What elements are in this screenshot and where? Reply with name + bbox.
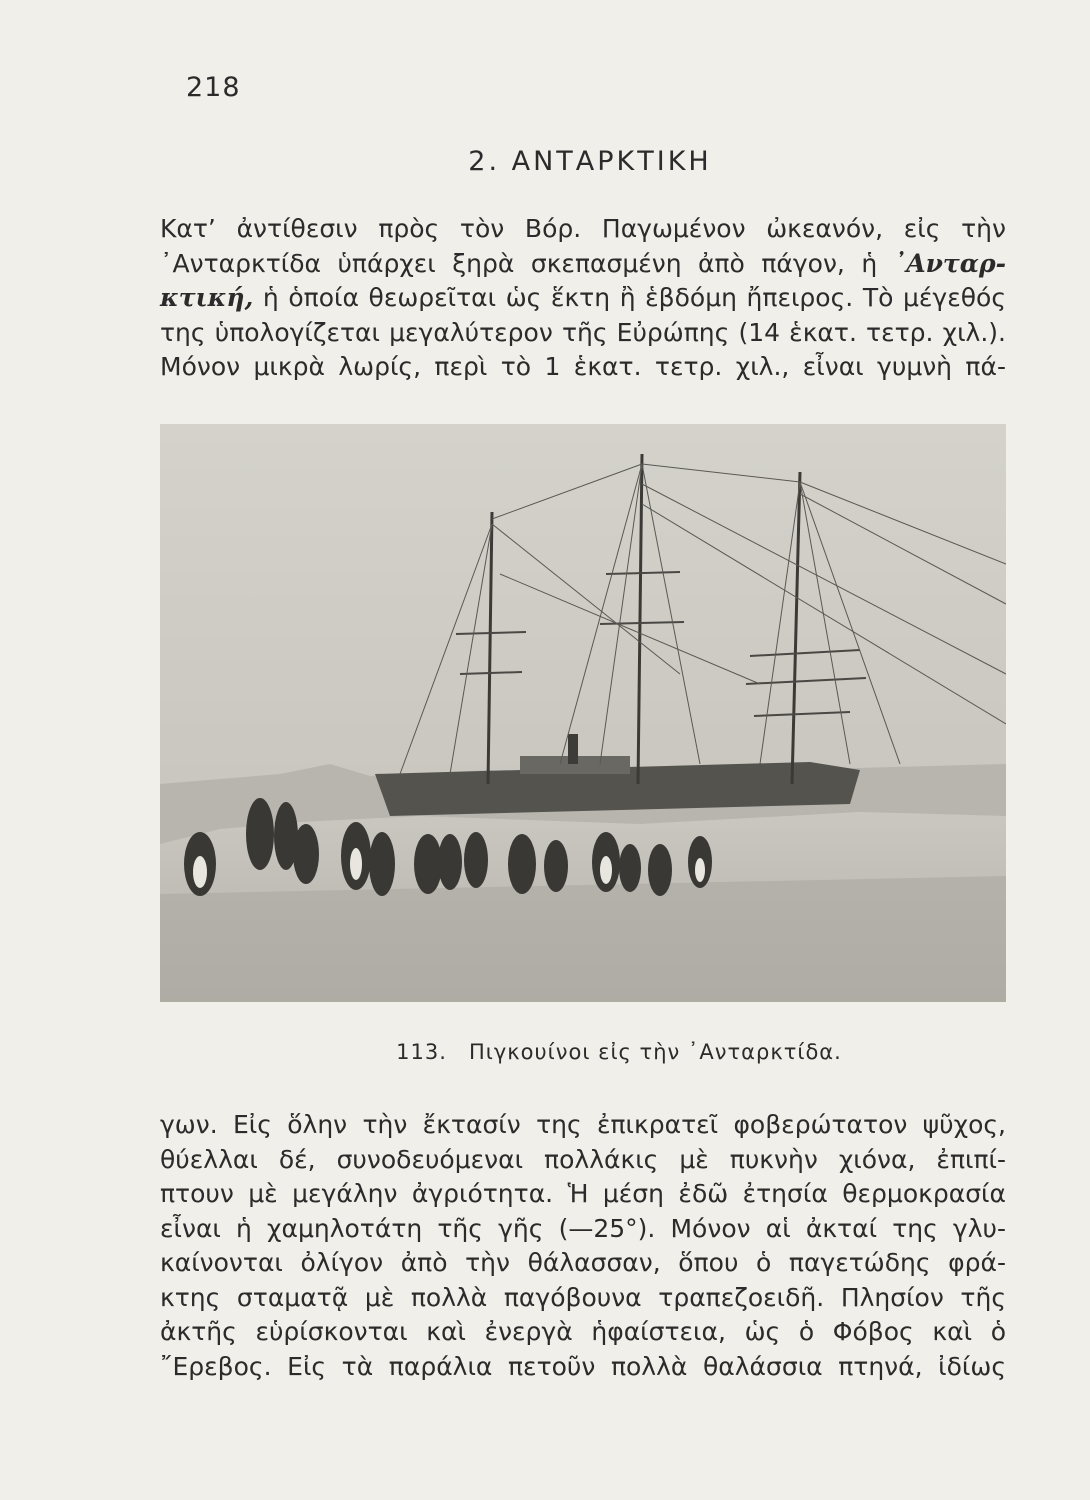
emphasis-term: κτική, bbox=[160, 283, 254, 312]
photo-illustration bbox=[160, 424, 1006, 1002]
figure-number: 113. bbox=[396, 1040, 447, 1064]
penguins-ship-photo bbox=[160, 424, 1006, 1002]
text-line: ῎Ερεβος. Εἰς τὰ παράλια πετοῦν πολλὰ θαλάσσια πτηνά, ἰδίως bbox=[160, 1351, 1006, 1381]
text-line: θύελλαι δέ, συνοδευόμεναι πολλάκις μὲ πυκνὴν χιόνα, ἐπιπί- bbox=[160, 1144, 1006, 1174]
text-line: ᾿Ανταρκτίδα ὑπάρχει ξηρὰ σκεπασμένη ἀπὸ πάγον, ἡ ᾿Ανταρ- bbox=[160, 248, 1006, 278]
text-line: Μόνον μικρὰ λωρίς, περὶ τὸ 1 ἑκατ. τετρ. χιλ., εἶναι γυμνὴ πά- bbox=[160, 352, 1006, 381]
text-line: ἀκτῆς εὑρίσκονται καὶ ἐνεργὰ ἡφαίστεια, ὡς ὁ Φόβος καὶ ὁ bbox=[160, 1317, 1006, 1346]
paragraph-climate bbox=[160, 1108, 1006, 1384]
figure-caption bbox=[0, 1040, 1090, 1064]
figure-caption-text: Πιγκουίνοι εἰς τὴν ᾿Ανταρκτίδα. bbox=[468, 1040, 842, 1064]
chapter-title: 2. ΑΝΤΑΡΚΤΙΚΗ bbox=[468, 146, 712, 177]
text-line: Κατ’ ἀντίθεσιν πρὸς τὸν Βόρ. Παγωμένον ὠκεανόν, εἰς τὴν bbox=[160, 214, 1006, 243]
text-line: κτης σταματᾷ μὲ πολλὰ παγόβουνα τραπεζοειδῆ. Πλησίον τῆς bbox=[160, 1282, 1006, 1312]
page-number: 218 bbox=[186, 72, 241, 103]
text-line: πτουν μὲ μεγάλην ἀγριότητα. Ἡ μέση ἐδῶ ἐτησία θερμοκρασία bbox=[160, 1179, 1006, 1208]
text-line: εἶναι ἡ χαμηλοτάτη τῆς γῆς (—25°). Μόνον αἱ ἀκταί της γλυ- bbox=[160, 1213, 1006, 1243]
text-line: της ὑπολογίζεται μεγαλύτερον τῆς Εὐρώπης (14 ἑκατ. τετρ. χιλ.). bbox=[160, 317, 1006, 347]
text-line: καίνονται ὀλίγον ἀπὸ τὴν θάλασσαν, ὅπου ὁ παγετώδης φρά- bbox=[160, 1248, 1006, 1277]
emphasis-term: ᾿Ανταρ- bbox=[893, 248, 1006, 278]
paragraph-intro bbox=[160, 212, 1006, 385]
text-line: γων. Εἰς ὅλην τὴν ἔκτασίν της ἐπικρατεῖ φοβερώτατον ψῦχος, bbox=[160, 1110, 1006, 1139]
text-line: κτική, ἡ ὁποία θεωρεῖται ὡς ἕκτη ἢ ἑβδόμη ἤπειρος. Τὸ μέγεθός bbox=[160, 283, 1006, 312]
